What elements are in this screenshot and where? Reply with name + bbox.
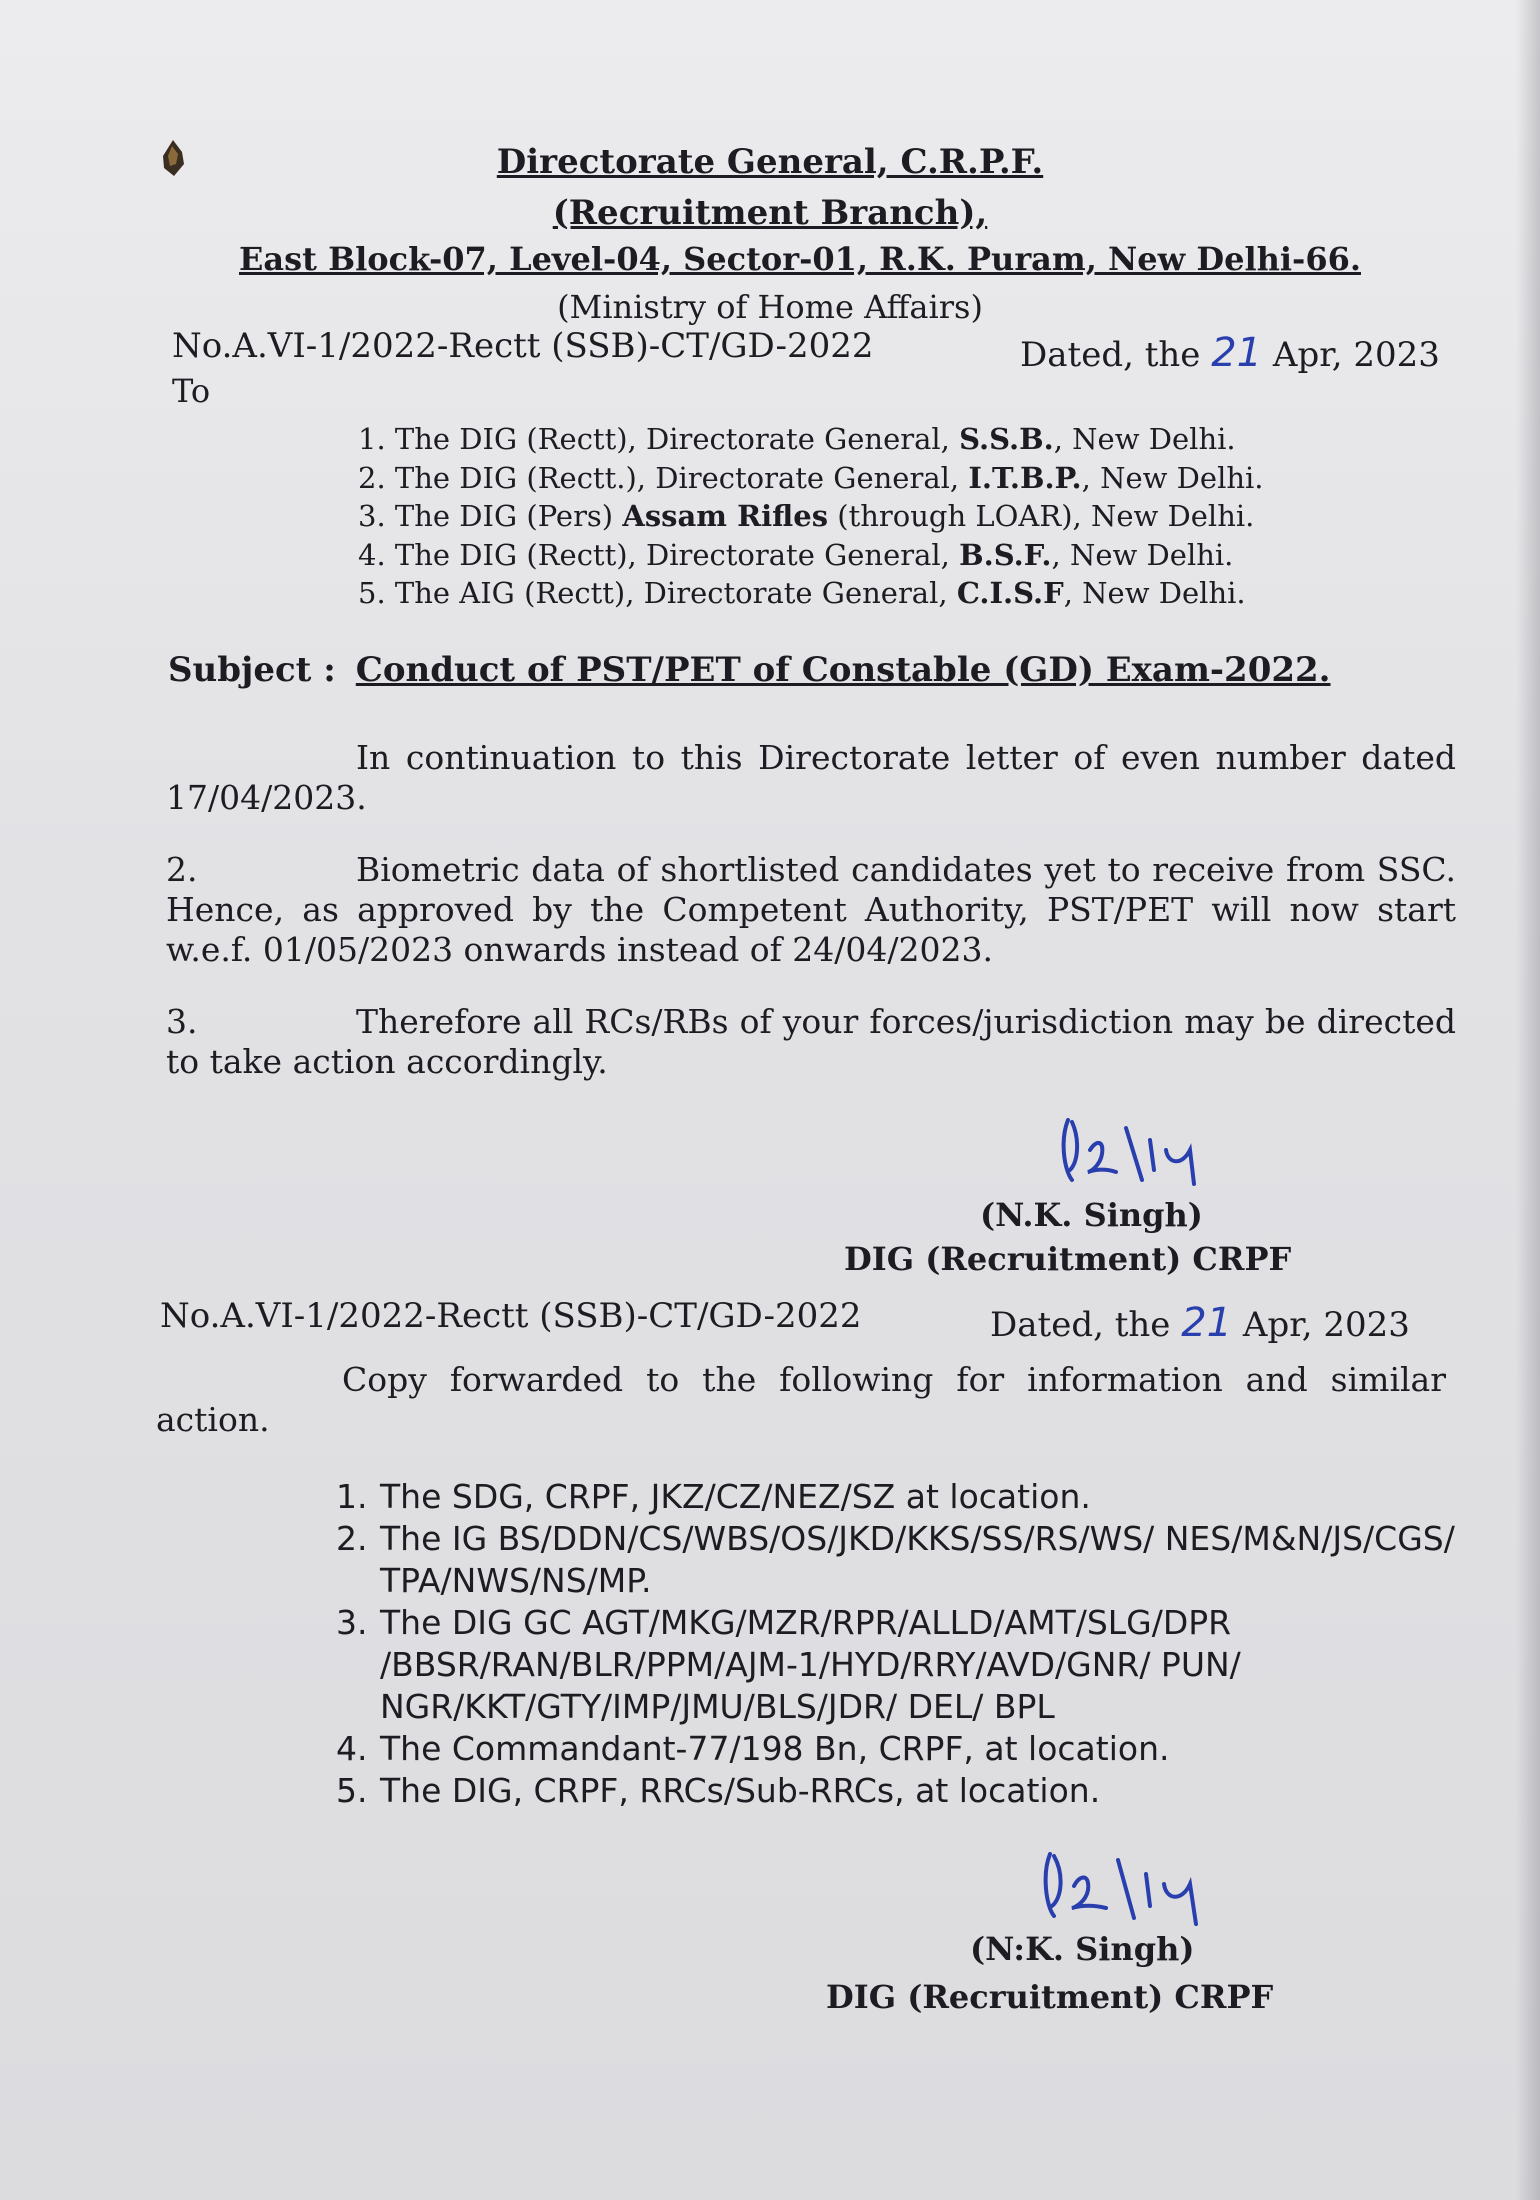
handwritten-signature-1 [1050, 1110, 1210, 1190]
reference-number-2: No.A.VI-1/2022-Rectt (SSB)-CT/GD-2022 [160, 1296, 862, 1336]
addressee-item: 2. The DIG (Rectt.), Directorate General, I.T.B.P., New Delhi. [358, 460, 1264, 495]
date-suffix-2: Apr, 2023 [1242, 1305, 1410, 1345]
handwritten-date-day-2: 21 [1181, 1300, 1233, 1346]
paragraph-1: In continuation to this Directorate letter of even number dated 17/04/2023. [166, 738, 1456, 817]
addressee-item: 4. The DIG (Rectt), Directorate General, B.S.F., New Delhi. [358, 537, 1234, 572]
addressee-item: 5. The AIG (Rectt), Directorate General, C.I.S.F, New Delhi. [358, 576, 1246, 610]
copy-recipient-item: 5. The DIG, CRPF, RRCs/Sub-RRCs, at location. [336, 1771, 1101, 1810]
subject-label: Subject : [168, 650, 336, 690]
addressee-list [358, 420, 1264, 613]
paragraph-2: 2. Biometric data of shortlisted candidates yet to receive from SSC. Hence, as approved by the Competent Authority, PST/PET will now start w.e.f. 01/05/2023 onwards instead of 24/04/2023. [166, 850, 1456, 969]
addressee-item: 3. The DIG (Pers) Assam Rifles (through LOAR), New Delhi. [358, 499, 1255, 533]
reference-number: No.A.VI-1/2022-Rectt (SSB)-CT/GD-2022 [172, 326, 874, 366]
page-edge-shadow [1516, 0, 1540, 2200]
addressee-item: 1. The DIG (Rectt), Directorate General, S.S.B., New Delhi. [358, 422, 1236, 456]
header-branch: (Recruitment Branch), [552, 193, 988, 233]
subject-text: Conduct of PST/PET of Constable (GD) Exam-2022. [355, 650, 1331, 690]
to-label: To [172, 372, 211, 410]
copy-recipient-list [336, 1476, 1470, 1812]
copy-recipient-item: 1. The SDG, CRPF, JKZ/CZ/NEZ/SZ at location. [336, 1477, 1091, 1516]
date-prefix-2: Dated, the [990, 1305, 1171, 1345]
copy-recipient-item: 4. The Commandant-77/198 Bn, CRPF, at location. [336, 1729, 1170, 1768]
copy-recipient-item: 3. The DIG GC AGT/MKG/MZR/RPR/ALLD/AMT/SLG/DPR /BBSR/RAN/BLR/PPM/AJM-1/HYD/RRY/AVD/GNR/ PUN/ NGR/KKT/GTY/IMP/JMU/BLS/JDR/ DEL/ BPL [336, 1603, 1241, 1726]
header-ministry: (Ministry of Home Affairs) [557, 288, 983, 326]
subject-line [168, 650, 1331, 690]
date-suffix: Apr, 2023 [1272, 335, 1440, 375]
header-org: Directorate General, C.R.P.F. [496, 142, 1044, 182]
date-prefix: Dated, the [1020, 335, 1201, 375]
signatory-name-1: (N.K. Singh) [980, 1196, 1203, 1234]
handwritten-date-day: 21 [1211, 330, 1263, 376]
copy-forward-paragraph: Copy forwarded to the following for information and similar action. [156, 1360, 1446, 1439]
handwritten-signature-2 [1030, 1840, 1220, 1930]
signatory-title-2: DIG (Recruitment) CRPF [826, 1978, 1274, 2016]
header-address: East Block-07, Level-04, Sector-01, R.K. Puram, New Delhi-66. [239, 240, 1361, 278]
reference-date [1020, 330, 1440, 376]
signatory-title-1: DIG (Recruitment) CRPF [844, 1240, 1292, 1278]
paragraph-3: 3. Therefore all RCs/RBs of your forces/jurisdiction may be directed to take action accordingly. [166, 1002, 1456, 1081]
signatory-name-2: (N:K. Singh) [970, 1930, 1195, 1968]
reference-date-2 [990, 1300, 1410, 1346]
copy-recipient-item: 2. The IG BS/DDN/CS/WBS/OS/JKD/KKS/SS/RS/WS/ NES/M&N/JS/CGS/ TPA/NWS/NS/MP. [336, 1519, 1455, 1600]
